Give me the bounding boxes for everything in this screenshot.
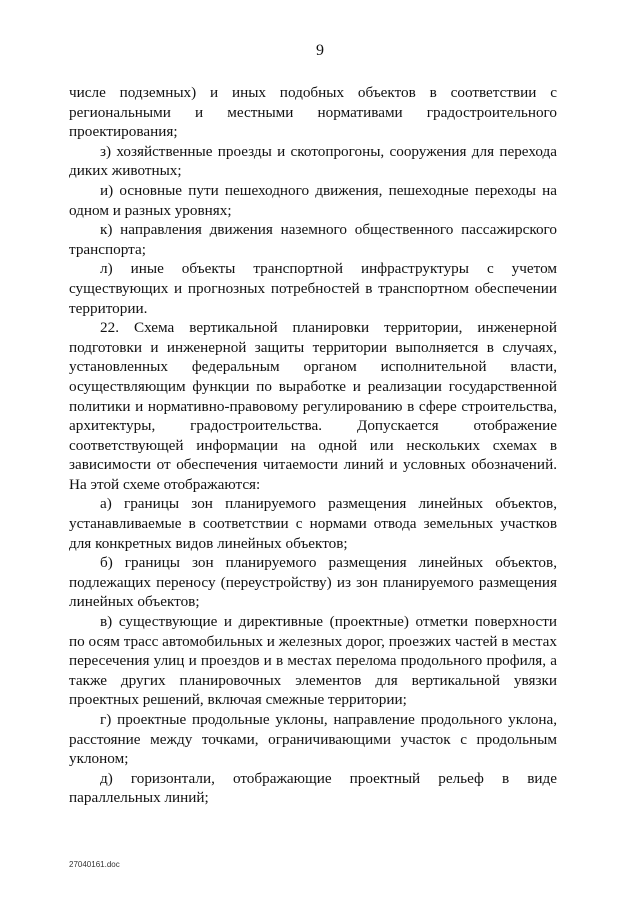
paragraph: д) горизонтали, отображающие проектный рельеф в виде параллельных линий; xyxy=(69,769,557,807)
paragraph: б) границы зон планируемого размещения линейных объектов, подлежащих переносу (переустройству) из зон планируемого размещения линейных объектов; xyxy=(69,554,557,611)
footer-file-code: 27040161.doc xyxy=(69,860,120,869)
paragraph: к) направления движения наземного общественного пассажирского транспорта; xyxy=(69,221,557,258)
paragraph: г) проектные продольные уклоны, направление продольного уклона, расстояние между точками, ограничивающими участок с продольным уклоном; xyxy=(69,711,557,768)
paragraph: 22. Схема вертикальной планировки территории, инженерной подготовки и инженерной защиты территории выполняется в случаях, установленных федеральным органом исполнительной власти, осуществляющим функции по выработке и реализации государственной политики и нормативно-правовому регулированию в сфере строительства, архитектуры, градостроительства. Допускается отображение соответствующей информации на одной или нескольких схемах в зависимости от обеспечения читаемости линий и условных обозначений. На этой схеме отображаются: xyxy=(69,319,557,493)
paragraph: и) основные пути пешеходного движения, пешеходные переходы на одном и разных уровнях; xyxy=(69,181,557,219)
document-body xyxy=(69,83,557,808)
page-number: 9 xyxy=(316,42,324,59)
paragraph: числе подземных) и иных подобных объектов в соответствии с региональными и местными нормативами градостроительного проектирования; xyxy=(69,84,557,141)
paragraph: в) существующие и директивные (проектные) отметки поверхности по осям трасс автомобильных и железных дорог, проезжих частей в местах пересечения улиц и проездов и в местах перелома продольного профиля, а также других планировочных элементов для вертикальной увязки проектных решений, включая смежные территории; xyxy=(69,613,557,709)
paragraph: л) иные объекты транспортной инфраструктуры с учетом существующих и прогнозных потребностей в транспортном обеспечении территории. xyxy=(69,260,557,317)
paragraph: а) границы зон планируемого размещения линейных объектов, устанавливаемые в соответствии с нормами отвода земельных участков для конкретных видов линейных объектов; xyxy=(69,495,557,552)
paragraph: з) хозяйственные проезды и скотопрогоны, сооружения для перехода диких животных; xyxy=(69,142,557,180)
